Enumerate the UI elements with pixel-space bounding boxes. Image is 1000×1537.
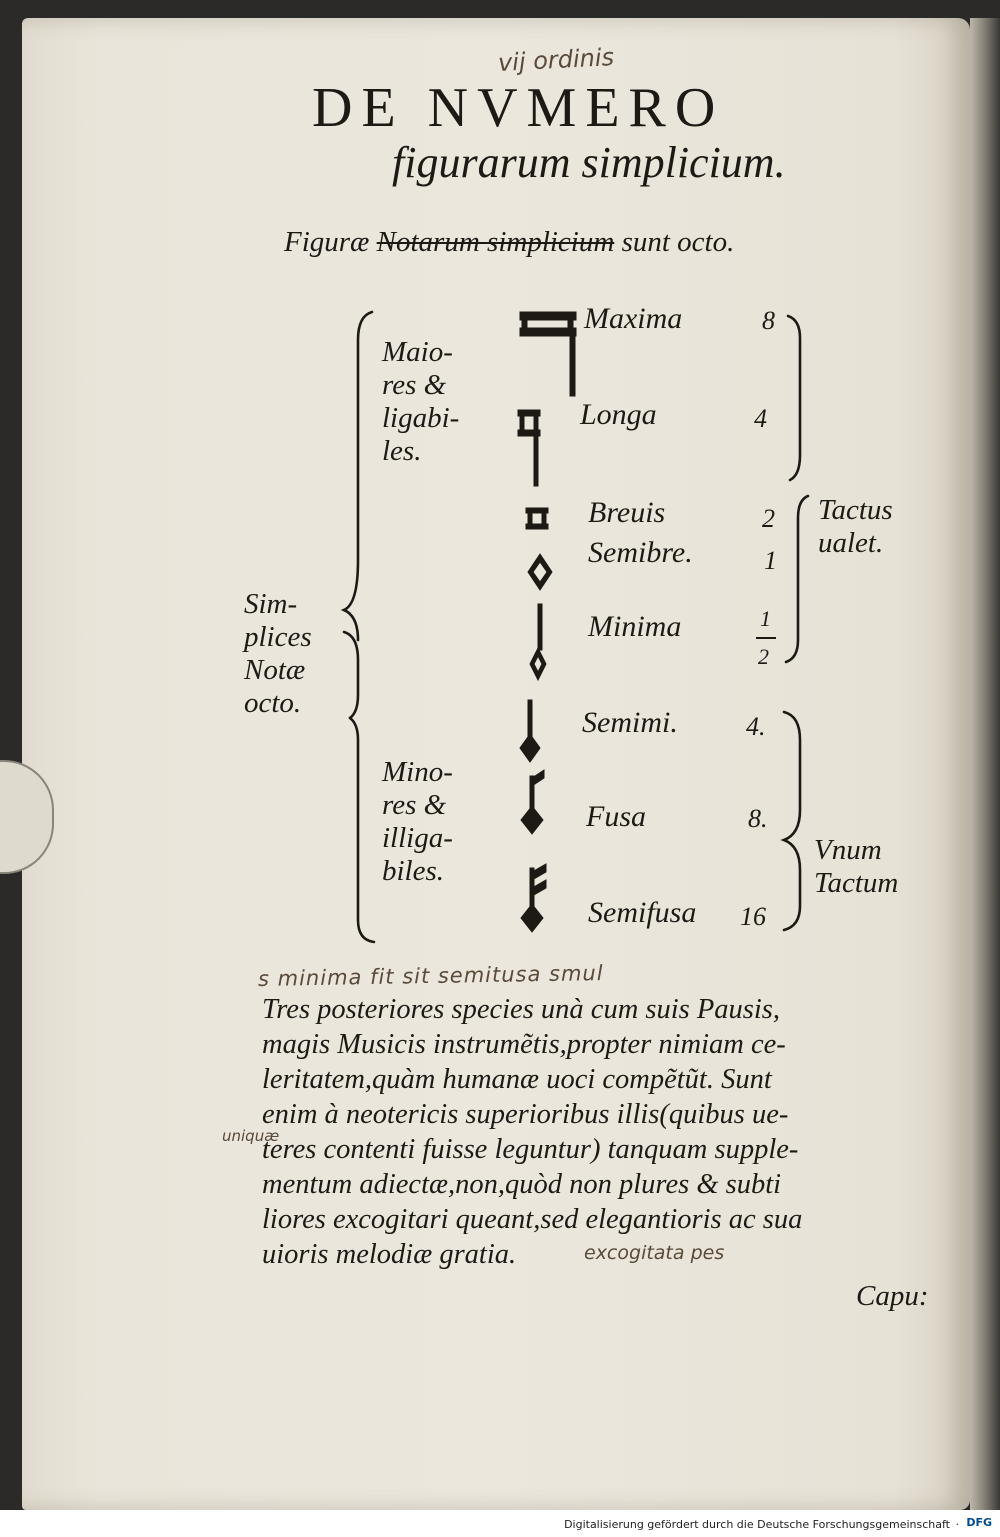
semibreuis-note-icon (528, 554, 552, 590)
catchword: Capu: (856, 1280, 929, 1312)
note-value-minima-den: 2 (758, 644, 769, 669)
footer-separator: · (955, 1518, 959, 1531)
note-name-minima: Minima (588, 610, 682, 643)
brace-right-top (788, 316, 800, 480)
label-simplices: Sim- plices Notæ octo. (244, 588, 312, 719)
note-value-maxima: 8 (762, 306, 775, 335)
body-line-5: teres contenti fuisse leguntur) tanquam supple- (262, 1134, 799, 1165)
intro-suffix: sunt octo. (614, 226, 735, 258)
note-value-longa: 4 (754, 404, 767, 433)
brace-minores (350, 718, 374, 942)
minima-note-icon (530, 604, 546, 680)
label-vnum-tactum: Vnum Tactum (814, 834, 899, 899)
intro-prefix: Figuræ (284, 226, 377, 258)
note-name-breuis: Breuis (588, 496, 666, 529)
note-value-fusa: 8. (748, 804, 768, 833)
label-tactus-valet: Tactus ualet. (818, 494, 893, 559)
annotation-left: uniquæ (222, 1127, 280, 1145)
page-title: DE NVMERO (312, 77, 725, 139)
brace-tactus (786, 496, 808, 662)
note-name-maxima: Maxima (584, 302, 683, 335)
annotation-end: excogitata pes (584, 1242, 725, 1264)
note-value-semiminima: 4. (746, 712, 766, 741)
note-name-fusa: Fusa (586, 800, 646, 833)
body-line-4: enim à neotericis superioribus illis(quibus ue- (262, 1099, 789, 1130)
note-name-longa: Longa (580, 398, 657, 431)
note-name-semifusa: Semifusa (588, 896, 697, 929)
intro-struck: Notarum simplicium (376, 226, 615, 258)
note-value-semibreuis: 1 (764, 546, 777, 575)
semiminima-note-icon (520, 700, 540, 762)
annotation-mid: s minima fit sit semitusa smul (257, 960, 604, 992)
fusa-note-icon (521, 770, 544, 834)
body-line-1: Tres posteriores species unà cum suis Pausis, (262, 994, 781, 1025)
body-line-8: uioris melodiæ gratia. (262, 1239, 517, 1270)
dfg-logo-icon[interactable]: DFG (966, 1516, 992, 1529)
maxima-note-icon (520, 312, 576, 396)
brace-vnum (784, 712, 800, 930)
footer-bar (0, 1510, 1000, 1537)
label-minores: Mino- res & illiga- biles. (382, 756, 453, 887)
page-subtitle: figurarum simplicium. (392, 138, 786, 187)
breuis-note-icon (526, 508, 548, 529)
body-line-3: leritatem,quàm humanæ uoci compẽtũt. Sunt (262, 1064, 772, 1095)
note-value-semifusa: 16 (740, 902, 766, 931)
note-value-breuis: 2 (762, 504, 775, 533)
note-name-semiminima: Semimi. (582, 706, 678, 739)
note-value-minima-num: 1 (760, 606, 771, 631)
label-maiores: Maio- res & ligabi- les. (382, 336, 460, 467)
body-line-7: liores excogitari queant,sed elegantioris ac sua (262, 1204, 803, 1235)
longa-note-icon (518, 410, 540, 486)
note-name-semibreuis: Semibre. (588, 536, 693, 569)
semifusa-note-icon (521, 864, 546, 932)
annotation-top: vij ordinis (497, 42, 615, 78)
body-line-2: magis Musicis instrumẽtis,propter nimiam ce- (262, 1029, 786, 1060)
footer-text: Digitalisierung gefördert durch die Deutsche Forschungsgemeinschaft (564, 1518, 950, 1531)
body-line-6: mentum adiectæ,non,quòd non plures & subti (262, 1169, 782, 1200)
